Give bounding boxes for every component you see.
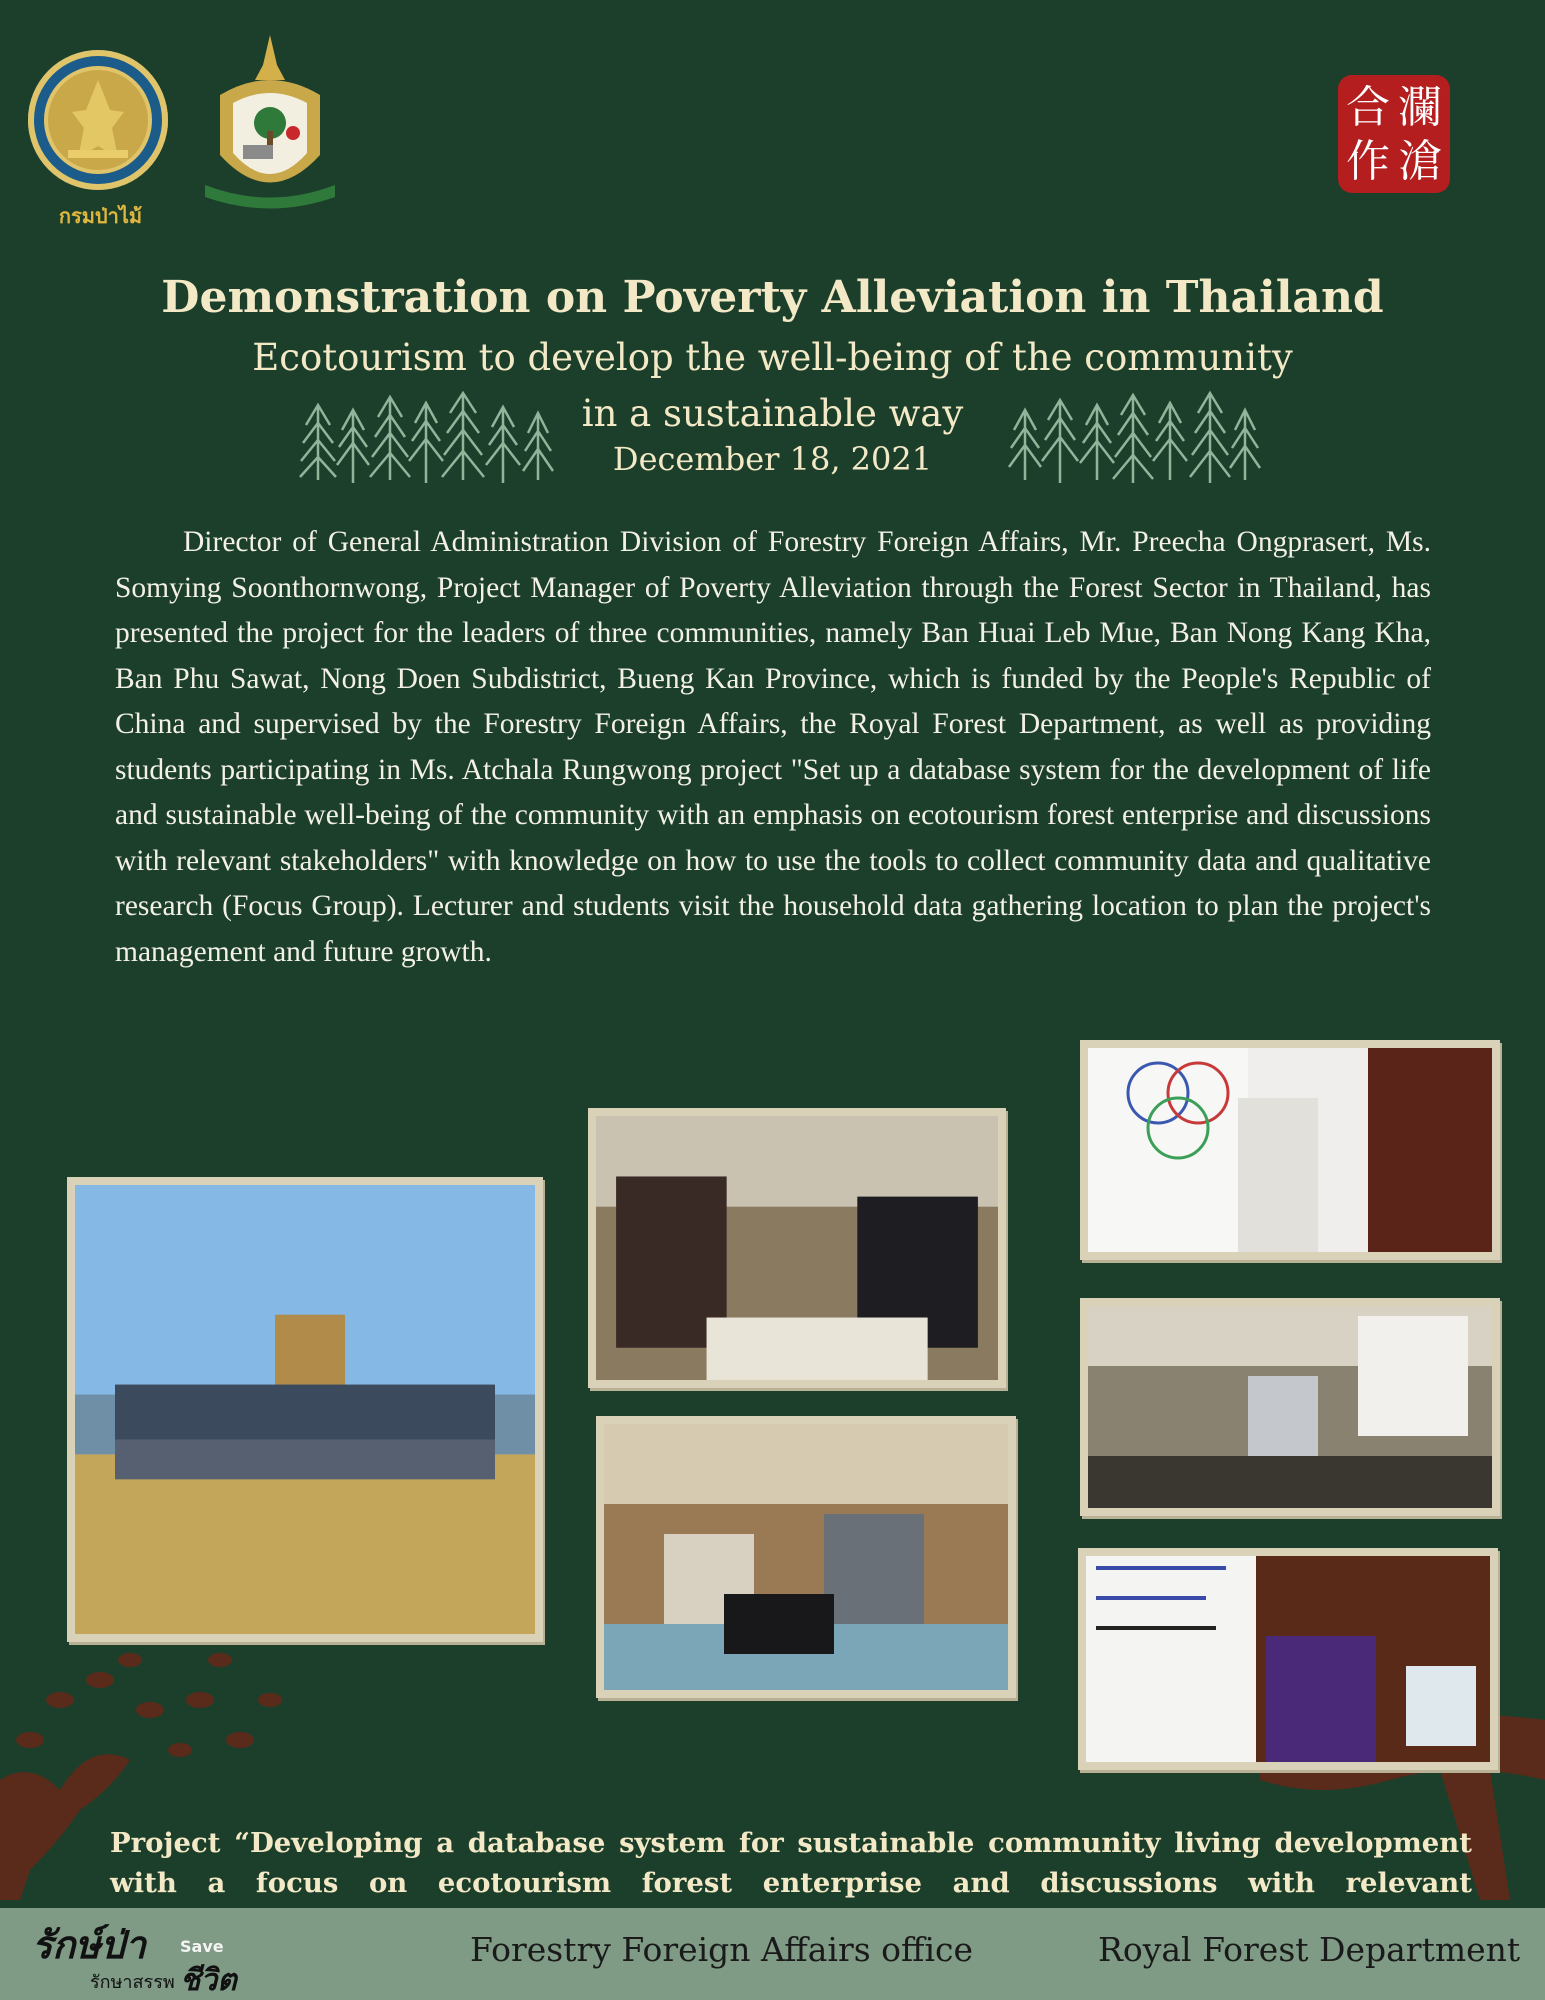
project-caption: Project “Developing a database system for sustainable community living development with a focus on ecotourism forest enterprise and discussions with relevant bbox=[110, 1827, 1472, 1899]
photo-meeting-discussion bbox=[588, 1108, 1006, 1388]
seal-char: 滄 bbox=[1398, 136, 1442, 187]
meeting-photo-icon bbox=[596, 1116, 998, 1380]
save-forest-logo-icon bbox=[30, 1912, 260, 1996]
photo-laptop-session bbox=[596, 1416, 1016, 1698]
save-forest-logo bbox=[30, 1912, 260, 1996]
footer-department: Royal Forest Department bbox=[1098, 1930, 1521, 1969]
rfd-emblem-icon bbox=[28, 50, 168, 190]
photo-speaker-microphone bbox=[1080, 1298, 1500, 1516]
photo-presenter-board bbox=[1078, 1548, 1498, 1770]
subtitle-line: Ecotourism to develop the well-being of the community bbox=[252, 336, 1293, 379]
emblem-icon bbox=[185, 35, 355, 220]
pine-trees-right-icon bbox=[1005, 385, 1265, 485]
speaker-photo-icon bbox=[1088, 1306, 1492, 1508]
rfd-logo-caption: กรมป่าไม้ bbox=[58, 204, 143, 228]
article-body: Director of General Administration Division of Forestry Foreign Affairs, Mr. Preecha Ongprasert, Ms. Somying Soonthornwong, Project Manager of Poverty Alleviation through the Forest Sector in Thailand, has presented the project for the leaders of three communities, namely Ban Huai Leb Mue, Ban Nong Kang Kha, Ban Phu Sawat, Nong Doen Subdistrict, Bueng Kan Province, which is funded by the People's Republic of China and supervised by the Forestry Foreign Affairs, the Royal Forest Department, as well as providing students participating in Ms. Atchala Rungwong project "Set up a database system for the development of life and sustainable well-being of the community with an emphasis on ecotourism forest enterprise and discussions with relevant stakeholders" with knowledge on how to use the tools to collect community data and qualitative research (Focus Group). Lecturer and students visit the household data gathering location to plan the project's management and future growth. bbox=[115, 526, 1431, 968]
event-date: December 18, 2021 bbox=[612, 440, 933, 478]
presenter-board-photo-icon bbox=[1086, 1556, 1490, 1762]
photo-group-outdoor bbox=[67, 1177, 543, 1642]
lancang-mekong-cooperation-seal bbox=[1338, 75, 1450, 193]
seal-char: 作 bbox=[1346, 136, 1390, 187]
logo-life-text: ชีวิต bbox=[180, 1963, 237, 1996]
royal-forest-department-logo bbox=[28, 50, 173, 230]
presenter-photo-icon bbox=[1088, 1048, 1492, 1252]
pine-trees-left-icon bbox=[298, 385, 558, 485]
logo-save-text: Save bbox=[180, 1937, 224, 1956]
footer-office: Forestry Foreign Affairs office bbox=[470, 1930, 974, 1969]
seal-char: 瀾 bbox=[1398, 82, 1442, 133]
subtitle-line: in a sustainable way bbox=[581, 392, 964, 435]
logo-main-text: รักษ์ป่า bbox=[32, 1923, 146, 1967]
photo-presenter-flipchart bbox=[1080, 1040, 1500, 1260]
group-photo-icon bbox=[75, 1185, 535, 1634]
laptop-session-photo-icon bbox=[604, 1424, 1008, 1690]
page-subtitle bbox=[0, 330, 1545, 442]
embassy-emblem-logo bbox=[185, 35, 355, 220]
seal-char: 合 bbox=[1346, 82, 1390, 133]
page-title: Demonstration on Poverty Alleviation in Thailand bbox=[161, 272, 1384, 323]
logo-sub-text: รักษาสรรพ bbox=[90, 1972, 175, 1993]
